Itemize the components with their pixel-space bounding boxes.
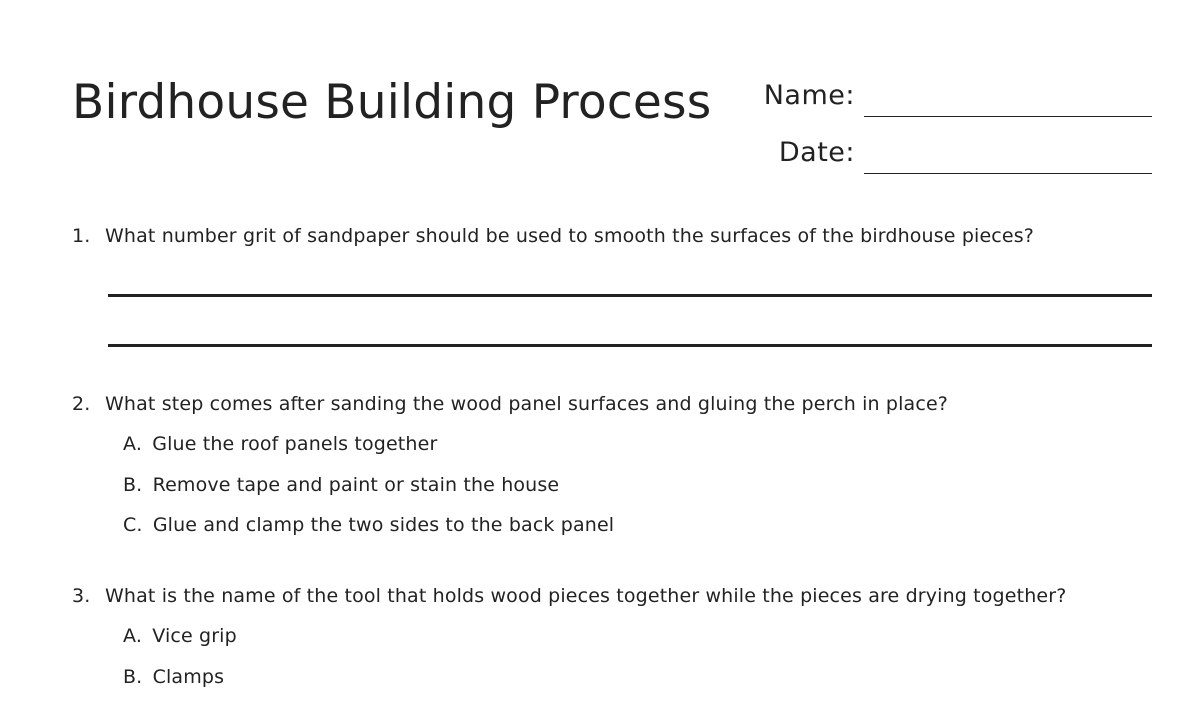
name-label: Name:: [764, 76, 855, 116]
answer-line-2: [108, 344, 1152, 347]
option-b: [123, 471, 614, 512]
date-field: [700, 133, 1152, 173]
date-label: Date:: [779, 133, 855, 173]
question-1: [72, 222, 1152, 250]
option-text: Remove tape and paint or stain the house: [153, 474, 560, 496]
page-title: Birdhouse Building Process: [72, 72, 711, 134]
name-field: [700, 76, 1152, 116]
date-answer-line: [864, 173, 1152, 174]
question-number: 1.: [72, 222, 90, 250]
question-row: [72, 222, 1152, 250]
option-b: [123, 663, 237, 703]
question-number: 2.: [72, 390, 90, 418]
question-text: What is the name of the tool that holds wood pieces together while the pieces are drying together?: [105, 582, 1066, 610]
option-c: [123, 511, 614, 552]
option-letter: A.: [123, 430, 142, 458]
option-text: Clamps: [153, 666, 225, 688]
option-letter: A.: [123, 622, 142, 650]
answer-line-1: [108, 294, 1152, 297]
question-row: [72, 582, 1152, 610]
option-text: Glue the roof panels together: [152, 433, 437, 455]
option-letter: B.: [123, 663, 142, 691]
option-a: [123, 430, 614, 471]
option-list: [123, 430, 614, 552]
option-text: Glue and clamp the two sides to the back panel: [153, 514, 614, 536]
question-row: [72, 390, 1152, 418]
option-letter: C.: [123, 511, 143, 539]
option-text: Vice grip: [152, 625, 237, 647]
name-answer-line: [864, 116, 1152, 117]
question-number: 3.: [72, 582, 90, 610]
option-list: [123, 622, 237, 703]
option-a: [123, 622, 237, 663]
question-text: What number grit of sandpaper should be used to smooth the surfaces of the birdhouse pieces?: [105, 222, 1034, 250]
question-3: [72, 582, 1152, 610]
question-2: [72, 390, 1152, 418]
question-text: What step comes after sanding the wood panel surfaces and gluing the perch in place?: [105, 390, 948, 418]
option-letter: B.: [123, 471, 142, 499]
